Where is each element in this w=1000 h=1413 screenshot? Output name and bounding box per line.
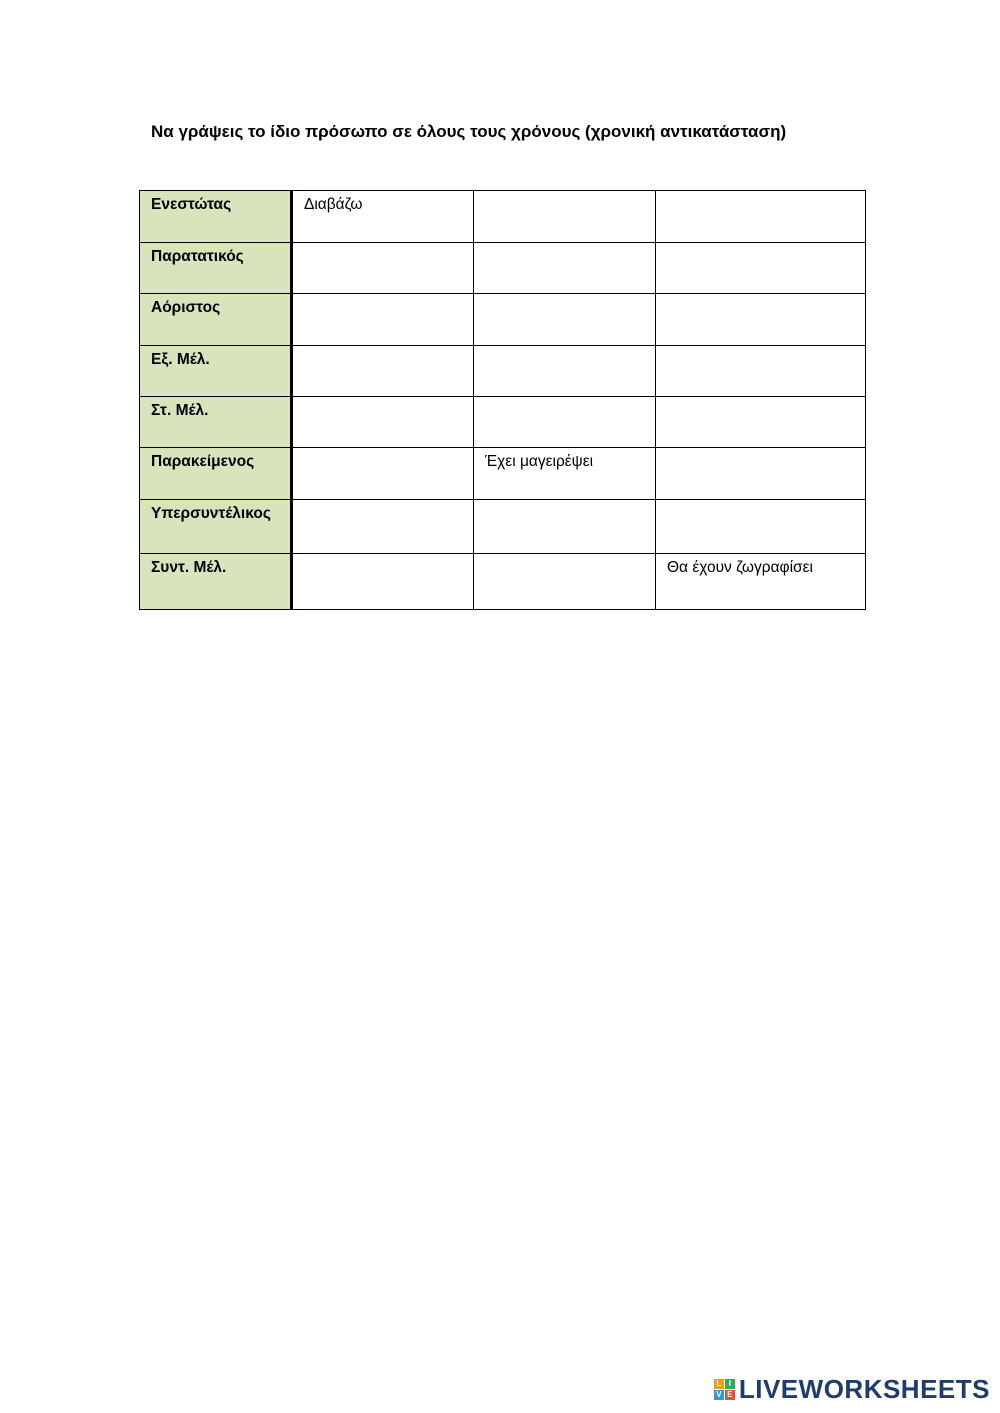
tenses-table: [139, 190, 866, 610]
tense-label: Εξ. Μέλ.: [140, 346, 292, 397]
tense-label: Αόριστος: [140, 294, 292, 346]
answer-cell[interactable]: [292, 500, 474, 554]
liveworksheets-brand[interactable]: [714, 1374, 990, 1405]
table-row: [140, 243, 866, 294]
tense-label: Παρατατικός: [140, 243, 292, 294]
answer-cell[interactable]: [292, 397, 474, 448]
answer-cell[interactable]: [292, 294, 474, 346]
answer-cell[interactable]: [656, 346, 866, 397]
logo-letter: V: [714, 1390, 724, 1400]
liveworksheets-logo-icon: [714, 1379, 735, 1400]
answer-cell[interactable]: [292, 554, 474, 610]
table-row: [140, 294, 866, 346]
tense-label: Στ. Μέλ.: [140, 397, 292, 448]
answer-cell: Θα έχουν ζωγραφίσει: [656, 554, 866, 610]
answer-cell: Έχει μαγειρέψει: [474, 448, 656, 500]
tense-label: Συντ. Μέλ.: [140, 554, 292, 610]
answer-cell[interactable]: [656, 448, 866, 500]
answer-cell[interactable]: [474, 191, 656, 243]
brand-text: LIVEWORKSHEETS: [738, 1374, 990, 1404]
answer-cell[interactable]: [292, 448, 474, 500]
answer-cell[interactable]: [656, 397, 866, 448]
worksheet-title: Να γράψεις το ίδιο πρόσωπο σε όλους τους χρόνους (χρονική αντικατάσταση): [151, 122, 787, 141]
answer-cell[interactable]: [474, 554, 656, 610]
answer-cell[interactable]: [656, 500, 866, 554]
answer-cell[interactable]: [656, 294, 866, 346]
answer-cell[interactable]: [474, 397, 656, 448]
answer-cell[interactable]: [292, 243, 474, 294]
table-row: [140, 397, 866, 448]
answer-cell[interactable]: [656, 191, 866, 243]
logo-letter: E: [725, 1390, 735, 1400]
tense-label: Παρακείμενος: [140, 448, 292, 500]
answer-cell[interactable]: [474, 500, 656, 554]
answer-cell: Διαβάζω: [292, 191, 474, 243]
tense-label: Ενεστώτας: [140, 191, 292, 243]
answer-cell[interactable]: [656, 243, 866, 294]
table-row: [140, 554, 866, 610]
table-row: [140, 346, 866, 397]
answer-cell[interactable]: [292, 346, 474, 397]
answer-cell[interactable]: [474, 346, 656, 397]
answer-cell[interactable]: [474, 243, 656, 294]
table-row: [140, 500, 866, 554]
answer-cell[interactable]: [474, 294, 656, 346]
table-row: [140, 191, 866, 243]
tense-label: Υπερσυντέλικος: [140, 500, 292, 554]
logo-letter: L: [714, 1379, 724, 1389]
logo-letter: I: [725, 1379, 735, 1389]
table-row: [140, 448, 866, 500]
